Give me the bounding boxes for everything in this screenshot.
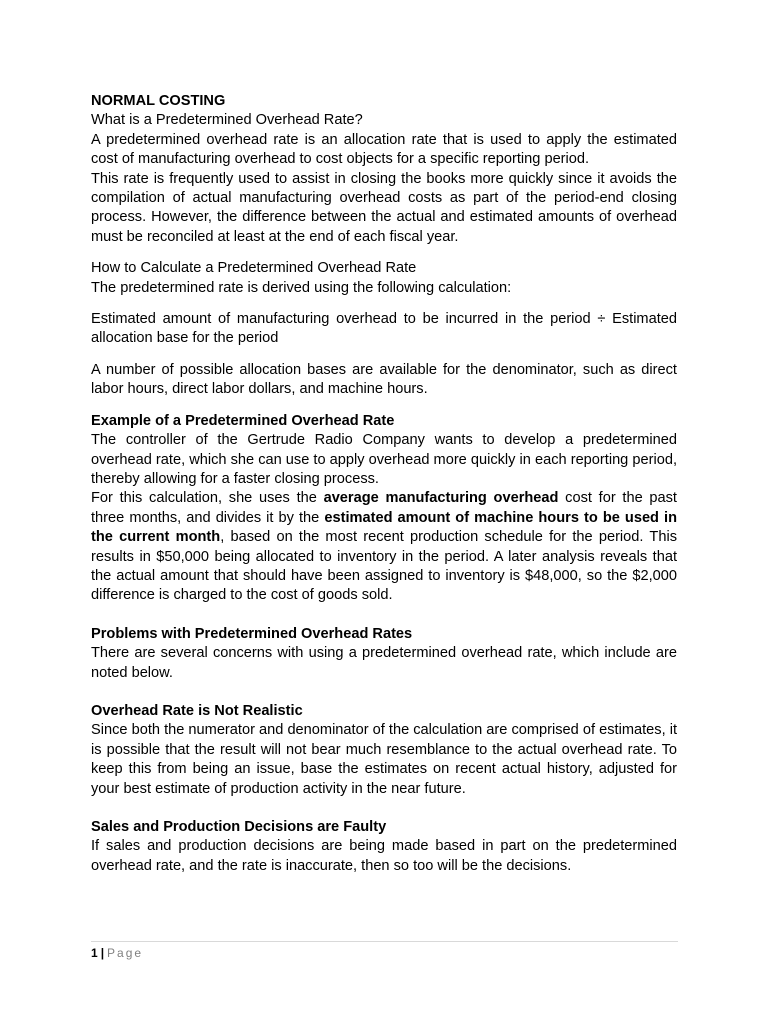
calculation-intro: The predetermined rate is derived using the following calculation:	[91, 279, 512, 296]
not-realistic-heading: Overhead Rate is Not Realistic	[91, 702, 303, 719]
footer-separator: |	[100, 946, 105, 960]
problems-heading: Problems with Predetermined Overhead Rates	[91, 625, 413, 642]
example-calculation-paragraph: For this calculation, she uses the average manufacturing overhead cost for the past three months, and divides it by the estimated amount of machine hours to be used in the current month, based on the most recent production schedule for the period. This results in $50,000 being allocated to inventory in the period. A later analysis reveals that the actual amount that should have been assigned to inventory is $48,000, so the $2,000 difference is charged to the cost of goods sold.	[91, 490, 677, 604]
footer-divider	[91, 941, 678, 942]
bold-average-overhead: average manufacturing overhead	[323, 490, 559, 507]
example-intro-paragraph: The controller of the Gertrude Radio Company wants to develop a predetermined overhead rate, which she can use to apply overhead more quickly in each reporting period, thereby allowing for a faster closing process.	[91, 432, 677, 487]
usage-paragraph: This rate is frequently used to assist in closing the books more quickly since it avoids the compilation of actual manufacturing overhead costs as part of the period-end closing process. However, the difference between the actual and estimated amounts of overhead must be reconciled at least at the end of each fiscal year.	[91, 170, 677, 245]
problems-paragraph: There are several concerns with using a predetermined overhead rate, which include are noted below.	[91, 645, 677, 681]
faulty-decisions-heading: Sales and Production Decisions are Faulty	[91, 819, 387, 835]
page-number: 1	[91, 946, 98, 960]
formula-paragraph: Estimated amount of manufacturing overhead to be incurred in the period ÷ Estimated allocation base for the period	[91, 311, 677, 347]
bold-machine-hours: estimated amount of machine hours to be used in the current month	[91, 509, 677, 546]
page-label: Page	[107, 946, 144, 960]
document-title: NORMAL COSTING	[91, 93, 226, 109]
faulty-decisions-paragraph: If sales and production decisions are being made based in part on the predetermined overhead rate, and the rate is inaccurate, then so too will be the decisions.	[91, 838, 677, 874]
not-realistic-paragraph: Since both the numerator and denominator of the calculation are comprised of estimates, it is possible that the result will not bear much resemblance to the actual overhead rate. To keep this from being an issue, base the estimates on recent actual history, adjusted for your best estimate of production activity in the near future.	[91, 722, 677, 797]
question-how-to-calculate: How to Calculate a Predetermined Overhead Rate	[91, 260, 417, 277]
question-what-is: What is a Predetermined Overhead Rate?	[91, 112, 363, 129]
allocation-bases-paragraph: A number of possible allocation bases are available for the denominator, such as direct labor hours, direct labor dollars, and machine hours.	[91, 361, 677, 398]
example-heading: Example of a Predetermined Overhead Rate	[91, 412, 395, 429]
document-body	[91, 92, 677, 876]
page-footer	[91, 945, 143, 961]
definition-paragraph: A predetermined overhead rate is an allocation rate that is used to apply the estimated cost of manufacturing overhead to cost objects for a specific reporting period.	[91, 131, 677, 168]
